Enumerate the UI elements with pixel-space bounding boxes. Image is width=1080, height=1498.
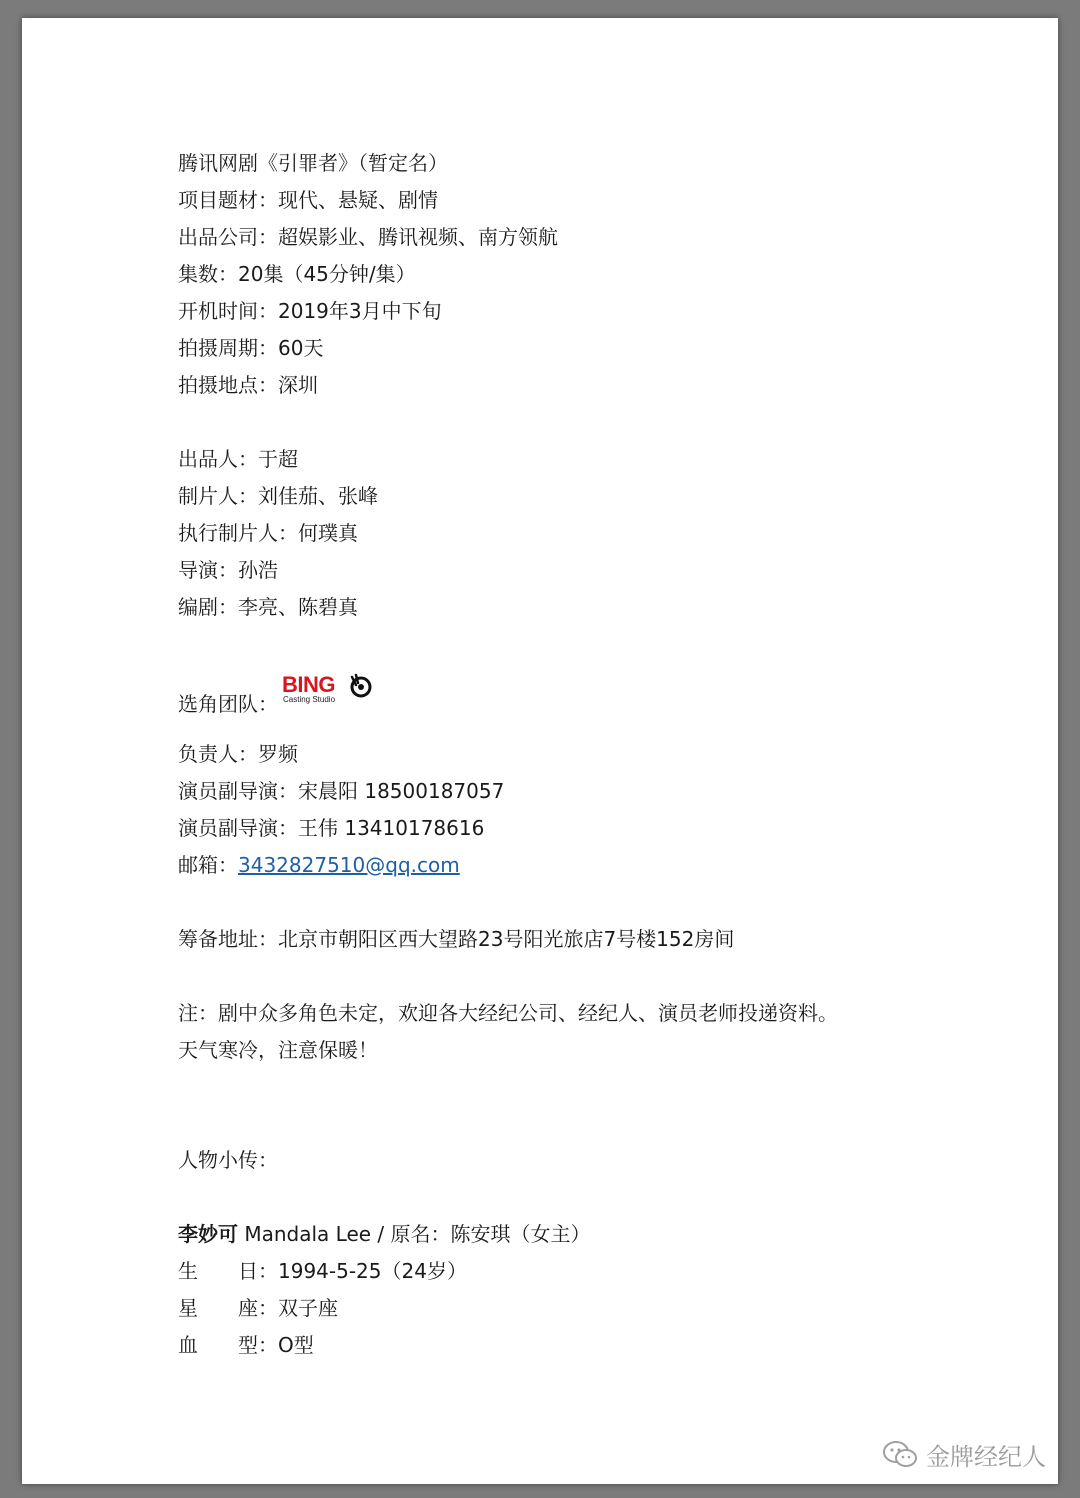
note-line-2: 天气寒冷，注意保暖！: [178, 1038, 378, 1062]
email-link[interactable]: 3432827510@qq.com: [238, 853, 460, 877]
watermark: [882, 1437, 1046, 1472]
casting-lead: 负责人：罗频: [178, 742, 298, 766]
character-name-detail: Mandala Lee / 原名：陈安琪（女主）: [238, 1222, 591, 1246]
project-start-time: 开机时间：2019年3月中下旬: [178, 299, 442, 323]
project-location: 拍摄地点：深圳: [178, 373, 318, 397]
casting-email-row: [178, 851, 460, 879]
bingo-logo: [282, 673, 376, 709]
logo-subtext: Casting Studio: [283, 695, 336, 704]
character-name: 李妙可: [178, 1222, 238, 1246]
note-line-1: 注：剧中众多角色未定，欢迎各大经纪公司、经纪人、演员老师投递资料。: [178, 1001, 838, 1025]
bingo-o-icon: [346, 673, 374, 699]
casting-assistant-1: 演员副导演：宋晨阳 18500187057: [178, 779, 505, 803]
project-shooting-period: 拍摄周期：60天: [178, 336, 324, 360]
logo-text: BING: [282, 672, 335, 697]
project-title: 腾讯网剧《引罪者》（暂定名）: [178, 151, 448, 175]
address: 筹备地址：北京市朝阳区西大望路23号阳光旅店7号楼152房间: [178, 927, 735, 951]
wechat-icon: [882, 1440, 918, 1470]
document-page: [22, 18, 1058, 1484]
project-companies: 出品公司：超娱影业、腾讯视频、南方领航: [178, 225, 558, 249]
casting-team-row: [178, 672, 336, 718]
characters-heading: 人物小传：: [178, 1148, 278, 1172]
character-name-row: [178, 1220, 591, 1248]
project-episodes: 集数：20集（45分钟/集）: [178, 262, 416, 286]
watermark-text: 金牌经纪人: [926, 1443, 1046, 1471]
crew-producer: 出品人：于超: [178, 447, 298, 471]
email-label: 邮箱：: [178, 853, 238, 877]
crew-director: 导演：孙浩: [178, 558, 278, 582]
casting-assistant-2: 演员副导演：王伟 13410178616: [178, 816, 485, 840]
casting-team-label: 选角团队：: [178, 692, 278, 716]
crew-writers: 编剧：李亮、陈碧真: [178, 595, 358, 619]
character-birthday: 生 日：1994-5-25（24岁）: [178, 1259, 467, 1283]
character-zodiac: 星 座：双子座: [178, 1296, 338, 1320]
character-blood-type: 血 型：O型: [178, 1333, 314, 1357]
crew-producers: 制片人：刘佳茄、张峰: [178, 484, 378, 508]
project-genre: 项目题材：现代、悬疑、剧情: [178, 188, 438, 212]
crew-executive-producer: 执行制片人：何璞真: [178, 521, 358, 545]
